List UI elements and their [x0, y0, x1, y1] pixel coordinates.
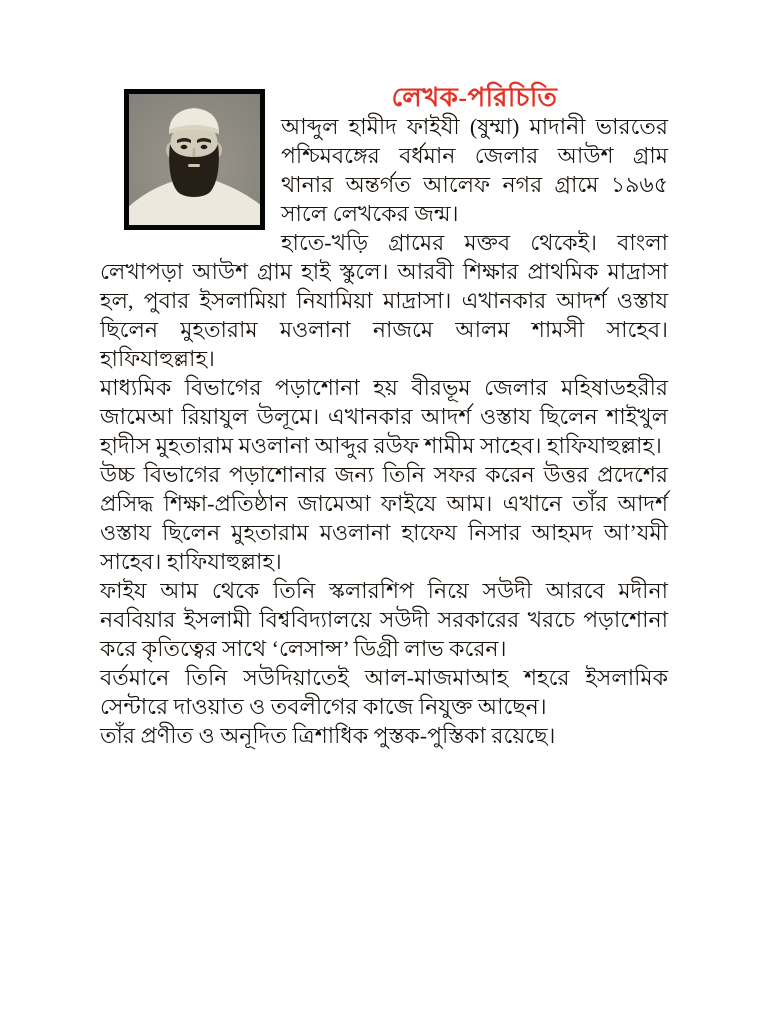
biography-content [100, 83, 668, 750]
bio-paragraph-birth: আব্দুল হামীদ ফাইযী (ষুম্মা) মাদানী ভারতের পশ্চিমবঙ্গের বর্ধমান জেলার আউশ গ্রাম থানার অন্তর্গত আলেফ নগর গ্রামে ১৯৬৫ সালে লেখকের জন্ম। [281, 114, 668, 226]
bio-paragraph-university: ফাইয আম থেকে তিনি স্কলারশিপ নিয়ে সউদী আরবে মদীনা নববিয়ার ইসলামী বিশ্ববিদ্যালয়ে সউদী সরকারের খরচে পড়াশোনা করে কৃতিত্বের সাথে ‘লেসান্স’ ডিগ্রী লাভ করেন। [100, 578, 668, 661]
author-photo [124, 89, 265, 230]
bio-paragraph-books: তাঁর প্রণীত ও অনূদিত ত্রিশাধিক পুস্তক-পুস্তিকা রয়েছে। [100, 723, 556, 748]
bio-paragraph-secondary-education: মাধ্যমিক বিভাগের পড়াশোনা হয় বীরভূম জেলার মহিষাডহরীর জামেআ রিয়াযুল উলূমে। এখানকার আদর্শ ওস্তায ছিলেন শাইখুল হাদীস মুহতারাম মওলানা আব্দুর রউফ শামীম সাহেব। হাফিযাহুল্লাহ। [100, 375, 668, 458]
bio-paragraph-higher-education: উচ্চ বিভাগের পড়াশোনার জন্য তিনি সফর করেন উত্তর প্রদেশের প্রসিদ্ধ শিক্ষা-প্রতিষ্ঠান জামেআ ফাইযে আম। এখানে তাঁর আদর্শ ওস্তায ছিলেন মুহতারাম মওলানা হাফেয নিসার আহমদ আ’যমী সাহেব। হাফিযাহুল্লাহ। [100, 462, 668, 574]
page-title: লেখক-পরিচিতি [391, 83, 558, 112]
author-portrait-image [129, 94, 260, 225]
bio-paragraph-current-work: বর্তমানে তিনি সউদিয়াতেই আল-মাজমাআহ শহরে ইসলামিক সেন্টারে দাওয়াত ও তবলীগের কাজে নিযুক্ত আছেন। [100, 665, 668, 719]
bio-paragraph-early-education: হাতে-খড়ি গ্রামের মক্তব থেকেই। বাংলা লেখাপড়া আউশ গ্রাম হাই স্কুলে। আরবী শিক্ষার প্রাথমিক মাদ্রাসা হল, পুবার ইসলামিয়া নিযামিয়া মাদ্রাসা। এখানকার আদর্শ ওস্তায ছিলেন মুহতারাম মওলানা নাজমে আলম শামসী সাহেব। হাফিযাহুল্লাহ। [100, 230, 668, 371]
